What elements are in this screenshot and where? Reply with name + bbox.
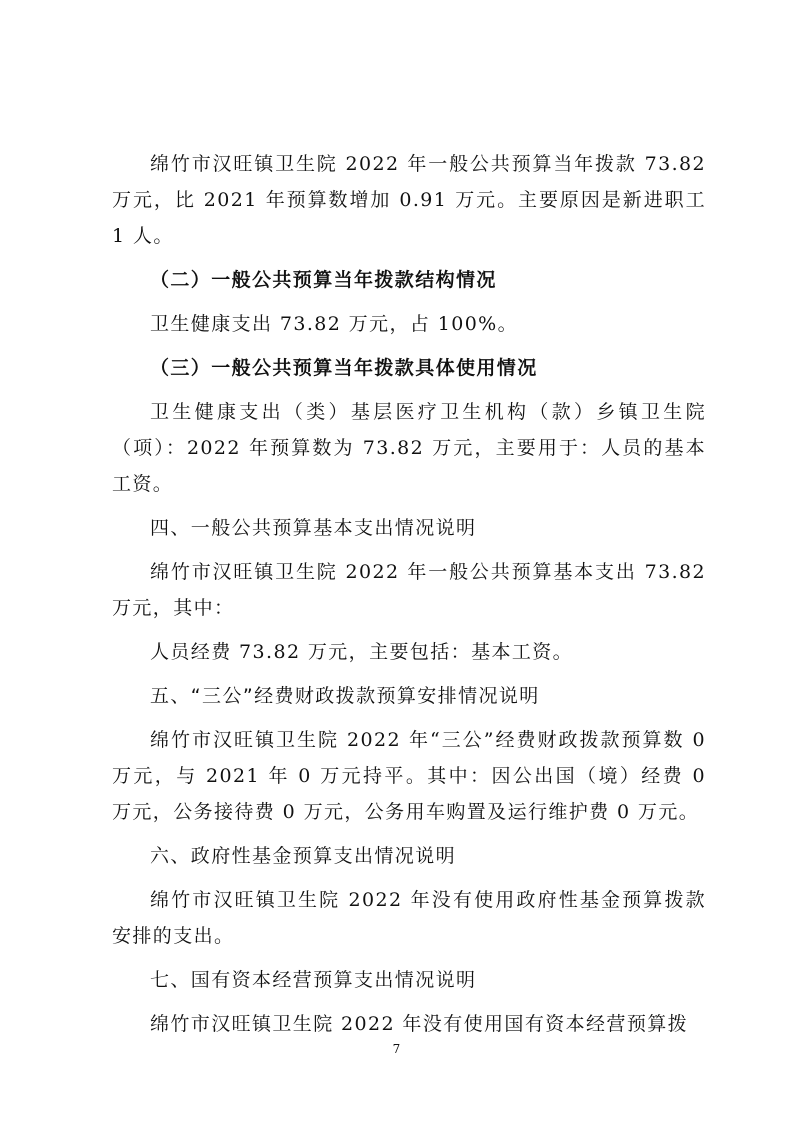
paragraph-allocation-summary: 绵竹市汉旺镇卫生院 2022 年一般公共预算当年拨款 73.82 万元，比 2021 年预算数增加 0.91 万元。主要原因是新进职工 1 人。 — [112, 153, 706, 247]
paragraph-government-fund: 绵竹市汉旺镇卫生院 2022 年没有使用政府性基金预算拨款安排的支出。 — [112, 889, 706, 947]
heading-allocation-structure: （二）一般公共预算当年拨款结构情况 — [150, 269, 497, 291]
heading-basic-expenditure: 四、一般公共预算基本支出情况说明 — [150, 517, 477, 539]
paragraph-state-capital: 绵竹市汉旺镇卫生院 2022 年没有使用国有资本经营预算拨 — [150, 1013, 689, 1035]
heading-government-fund: 六、政府性基金预算支出情况说明 — [150, 845, 457, 867]
heading-state-capital: 七、国有资本经营预算支出情况说明 — [150, 969, 477, 991]
document-body — [112, 146, 706, 1050]
paragraph-usage-detail: 卫生健康支出（类）基层医疗卫生机构（款）乡镇卫生院（项）：2022 年预算数为 73.82 万元，主要用于：人员的基本工资。 — [112, 401, 706, 495]
page-number: 7 — [392, 1042, 401, 1056]
heading-three-public-expenses: 五、“三公”经费财政拨款预算安排情况说明 — [150, 685, 540, 707]
paragraph-health-expenditure: 卫生健康支出 73.82 万元，占 100%。 — [150, 313, 519, 335]
paragraph-personnel-costs: 人员经费 73.82 万元，主要包括：基本工资。 — [150, 641, 574, 663]
heading-allocation-usage: （三）一般公共预算当年拨款具体使用情况 — [150, 357, 538, 379]
paragraph-three-public-expenses: 绵竹市汉旺镇卫生院 2022 年“三公”经费财政拨款预算数 0 万元，与 2021 年 0 万元持平。其中：因公出国（境）经费 0 万元，公务接待费 0 万元，公务用车购置及运行维护费 0 万元。 — [112, 729, 706, 823]
paragraph-basic-expenditure: 绵竹市汉旺镇卫生院 2022 年一般公共预算基本支出 73.82 万元，其中： — [112, 561, 706, 619]
